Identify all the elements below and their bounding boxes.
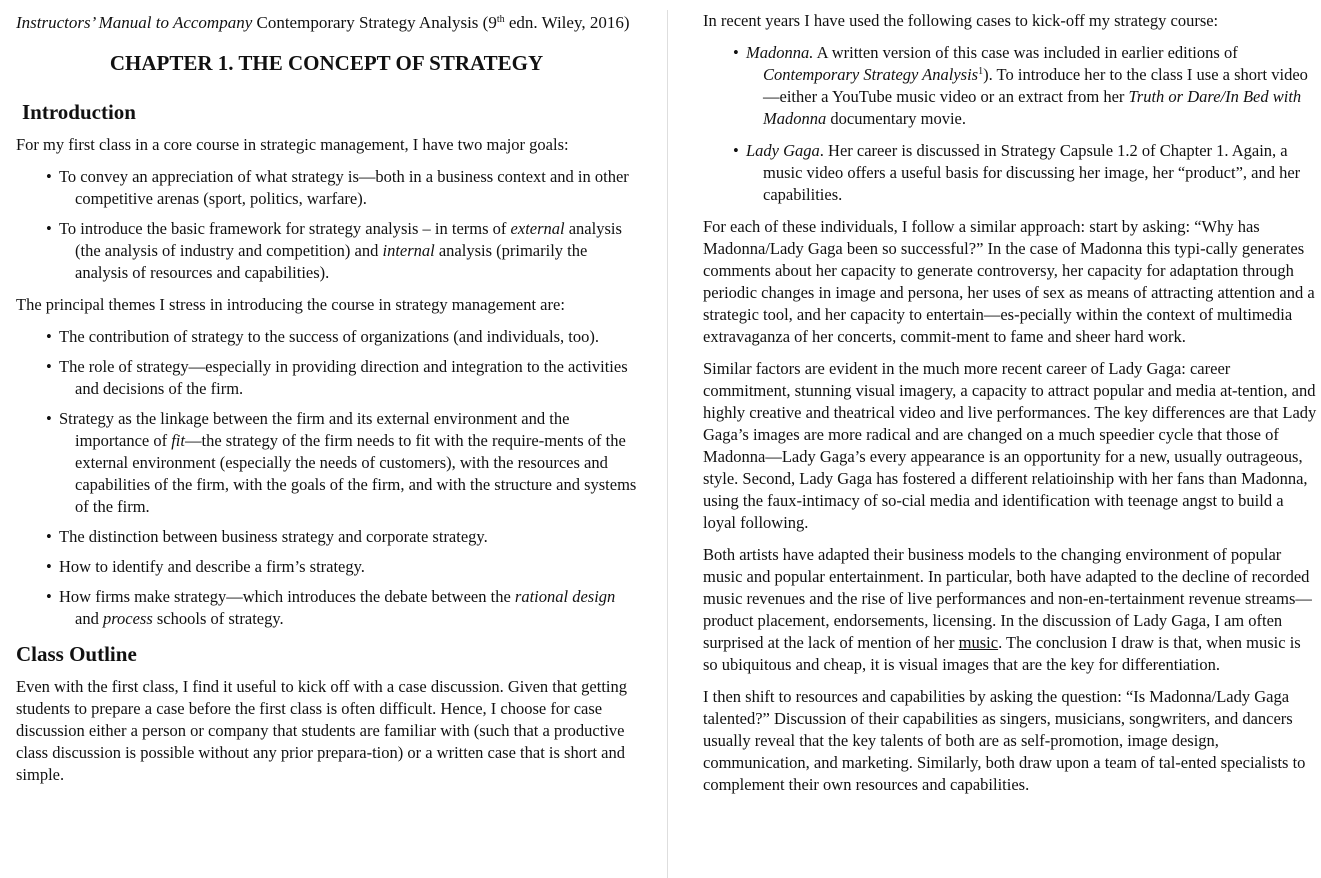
list-item-lady-gaga: • Lady Gaga. Her career is discussed in Strategy Capsule 1.2 of Chapter 1. Again, a music video offers a useful basis for discussing her image, her “product”, and her capabilities. — [703, 140, 1317, 206]
list-item: • To convey an appreciation of what strategy is—both in a business context and in other competitive arenas (sport, politics, warfare). — [16, 166, 637, 210]
list-item: • How firms make strategy—which introduces the debate between the rational design and process schools of strategy. — [16, 586, 637, 630]
themes-lead: The principal themes I stress in introducing the course in strategy management are: — [16, 295, 565, 314]
list-item: • Strategy as the linkage between the firm and its external environment and the importance of fit—the strategy of the firm needs to fit with the require-ments of the external environment (especially the needs of customers), with the resources and capabilities of the firm, with the goals of the firm, and with the structure and systems of the firm. — [16, 408, 637, 518]
cases-lead: In recent years I have used the following cases to kick-off my strategy course: — [703, 11, 1219, 30]
manual-title: Instructors’ Manual to Accompany Contemporary Strategy Analysis (9th edn. Wiley, 2016) — [16, 13, 630, 32]
column-divider — [667, 10, 668, 878]
list-item: • The contribution of strategy to the success of organizations (and individuals, too). — [16, 326, 637, 348]
chapter-title: CHAPTER 1. THE CONCEPT OF STRATEGY — [109, 51, 544, 75]
class-outline-paragraph: Even with the first class, I find it useful to kick off with a case discussion. Given that getting students to prepare a case before the first class is often difficult. Hence, I choose for case discussion either a person or company that students are familiar with (such that a productive class discussion is possible without any prior prepara-tion) or a written case that is short and simple. — [16, 677, 627, 784]
list-item-madonna: • Madonna. A written version of this case was included in earlier editions of Contemporary Strategy Analysis$^1$). To introduce her to the class I use a short video—either a YouTube music video or an extract from her Truth or Dare/In Bed with Madonna documentary movie. — [703, 42, 1317, 130]
similar-factors-paragraph: Similar factors are evident in the much more recent career of Lady Gaga: career commitment, stunning visual imagery, a capacity to attract popular and media at-tention, and highly creative and theatrical video and live performances. The key differences are that Lady Gaga’s images are more radical and are changed on a much speedier cycle that those of Madonna—Lady Gaga’s every appearance is an opportunity for a new, usually outrageous, style. Second, Lady Gaga has fostered a different relatioinship with her fans than Madonna, using the faux-intimacy of so-cial media and identification with teenage angst to build a loyal following. — [703, 359, 1317, 532]
right-column — [669, 0, 1321, 806]
business-models-paragraph: Both artists have adapted their business models to the changing environment of popular music and popular entertainment. In particular, both have adapted to the decline of recorded music revenues and the rise of live performances and non-en-tertainment revenue streams—product placement, endorsements, licensing. In the discussion of Lady Gaga, I am often surprised at the lack of mention of her music. The conclusion I draw is that, when music is so ubiquitous and cheap, it is visual images that are the key for differentiation. — [703, 545, 1312, 674]
goals-lead: For my first class in a core course in strategic management, I have two major goals: — [16, 135, 569, 154]
cases-list — [703, 42, 1317, 206]
introduction-heading: Introduction — [22, 100, 136, 124]
left-column — [0, 0, 667, 796]
list-item: • The distinction between business strategy and corporate strategy. — [16, 526, 637, 548]
list-item: • The role of strategy—especially in providing direction and integration to the activities and decisions of the firm. — [16, 356, 637, 400]
list-item: • How to identify and describe a firm’s strategy. — [16, 556, 637, 578]
class-outline-heading: Class Outline — [16, 642, 137, 666]
list-item: • To introduce the basic framework for strategy analysis – in terms of external analysis (the analysis of industry and competition) and internal analysis (primarily the analysis of resources and capabilities). — [16, 218, 637, 284]
resources-paragraph: I then shift to resources and capabilities by asking the question: “Is Madonna/Lady Gaga talented?” Discussion of their capabilities as singers, musicians, songwriters, and dancers usually reveal that the key talents of both are as self-promotion, image design, communication, and marketing. Similarly, both draw upon a team of tal-ented specialists to complement their own resources and capabilities. — [703, 687, 1306, 794]
themes-list — [16, 326, 637, 630]
footnote-marker: 1 — [978, 66, 984, 77]
approach-paragraph: For each of these individuals, I follow a similar approach: start by asking: “Why has Madonna/Lady Gaga been so successful?” In the case of Madonna this typi-cally generates comments about her capacity to generate controversy, her capacity for adaptation through periodic changes in image and persona, her uses of sex as means of attracting attention and a strategic tool, and her capacity to entertain—es-pecially within the context of multimedia extravaganza of her concerts, commit-ment to fame and sheer hard work. — [703, 217, 1315, 346]
goals-list — [16, 166, 637, 284]
